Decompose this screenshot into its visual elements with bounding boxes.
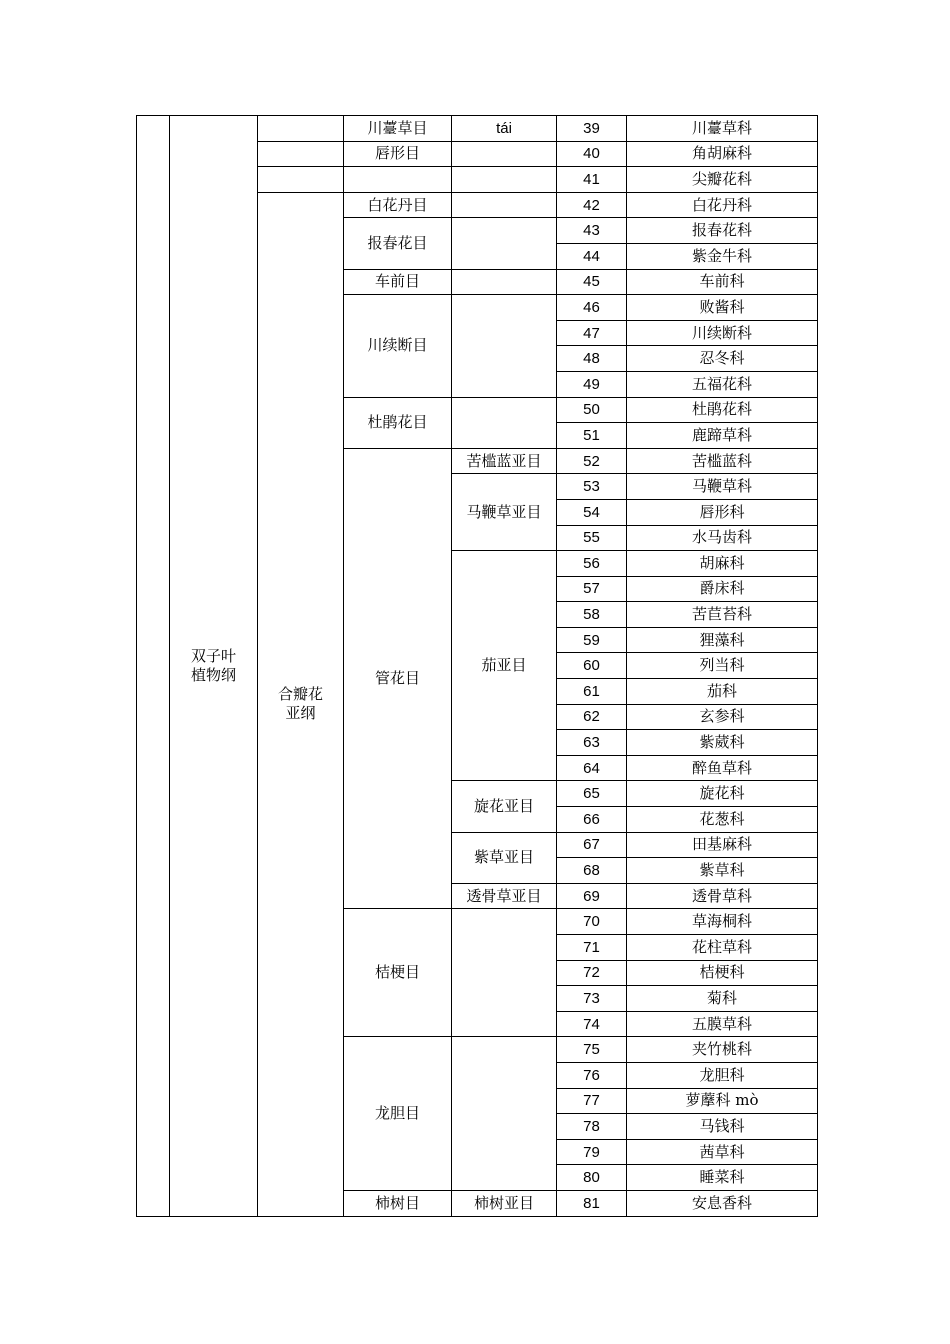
suborder-cell	[452, 141, 557, 167]
family-number: 72	[557, 960, 627, 986]
family-name: 花柱草科	[627, 935, 818, 961]
suborder-cell: tái	[452, 116, 557, 142]
family-name: 川薹草科	[627, 116, 818, 142]
family-name: 马钱科	[627, 1114, 818, 1140]
blank-col-cell	[137, 116, 170, 1217]
family-name: 报春花科	[627, 218, 818, 244]
order-cell	[344, 167, 452, 193]
family-number: 70	[557, 909, 627, 935]
family-name: 忍冬科	[627, 346, 818, 372]
family-number: 81	[557, 1190, 627, 1216]
family-name: 川续断科	[627, 320, 818, 346]
order-cell: 龙胆目	[344, 1037, 452, 1191]
order-cell: 杜鹃花目	[344, 397, 452, 448]
family-name: 草海桐科	[627, 909, 818, 935]
family-name: 醉鱼草科	[627, 755, 818, 781]
family-name: 五福花科	[627, 371, 818, 397]
order-cell: 管花目	[344, 448, 452, 909]
family-number: 61	[557, 679, 627, 705]
family-number: 69	[557, 883, 627, 909]
family-number: 73	[557, 986, 627, 1012]
family-number: 68	[557, 858, 627, 884]
family-number: 54	[557, 499, 627, 525]
suborder-cell	[452, 1037, 557, 1191]
family-number: 57	[557, 576, 627, 602]
family-name: 紫金牛科	[627, 243, 818, 269]
suborder-cell	[452, 192, 557, 218]
family-name: 五膜草科	[627, 1011, 818, 1037]
family-name: 紫草科	[627, 858, 818, 884]
family-name: 睡菜科	[627, 1165, 818, 1191]
suborder-cell	[452, 397, 557, 448]
family-number: 40	[557, 141, 627, 167]
order-cell: 桔梗目	[344, 909, 452, 1037]
suborder-cell: 苦槛蓝亚目	[452, 448, 557, 474]
taxonomy-table	[136, 115, 818, 1217]
family-name: 白花丹科	[627, 192, 818, 218]
family-number: 78	[557, 1114, 627, 1140]
family-number: 62	[557, 704, 627, 730]
family-name: 列当科	[627, 653, 818, 679]
family-name: 紫葳科	[627, 730, 818, 756]
order-cell: 白花丹目	[344, 192, 452, 218]
family-name: 尖瓣花科	[627, 167, 818, 193]
family-name: 鹿蹄草科	[627, 423, 818, 449]
class-cell: 双子叶 植物纲	[170, 116, 258, 1217]
family-number: 60	[557, 653, 627, 679]
family-number: 52	[557, 448, 627, 474]
family-number: 79	[557, 1139, 627, 1165]
suborder-cell: 紫草亚目	[452, 832, 557, 883]
family-number: 71	[557, 935, 627, 961]
family-number: 39	[557, 116, 627, 142]
family-name: 苦槛蓝科	[627, 448, 818, 474]
family-number: 74	[557, 1011, 627, 1037]
family-name: 龙胆科	[627, 1062, 818, 1088]
family-number: 76	[557, 1062, 627, 1088]
family-number: 66	[557, 807, 627, 833]
suborder-cell: 透骨草亚目	[452, 883, 557, 909]
suborder-cell: 茄亚目	[452, 551, 557, 781]
family-number: 55	[557, 525, 627, 551]
order-cell: 川续断目	[344, 295, 452, 397]
family-name: 杜鹃花科	[627, 397, 818, 423]
family-name: 花葱科	[627, 807, 818, 833]
family-number: 64	[557, 755, 627, 781]
suborder-cell	[452, 269, 557, 295]
family-number: 50	[557, 397, 627, 423]
family-name: 茜草科	[627, 1139, 818, 1165]
subclass-cell: 合瓣花 亚纲	[258, 192, 344, 1216]
family-name: 胡麻科	[627, 551, 818, 577]
family-number: 44	[557, 243, 627, 269]
order-cell: 柿树目	[344, 1190, 452, 1216]
family-name: 安息香科	[627, 1190, 818, 1216]
suborder-cell: 旋花亚目	[452, 781, 557, 832]
subclass-cell	[258, 116, 344, 142]
family-number: 59	[557, 627, 627, 653]
suborder-cell: 马鞭草亚目	[452, 474, 557, 551]
family-number: 51	[557, 423, 627, 449]
order-cell: 唇形目	[344, 141, 452, 167]
family-number: 65	[557, 781, 627, 807]
family-name: 茄科	[627, 679, 818, 705]
family-number: 63	[557, 730, 627, 756]
family-name: 菊科	[627, 986, 818, 1012]
family-name: 桔梗科	[627, 960, 818, 986]
family-name: 田基麻科	[627, 832, 818, 858]
order-cell: 川薹草目	[344, 116, 452, 142]
family-number: 80	[557, 1165, 627, 1191]
family-number: 43	[557, 218, 627, 244]
table-row	[137, 116, 818, 142]
family-number: 41	[557, 167, 627, 193]
family-name: 水马齿科	[627, 525, 818, 551]
family-name: 角胡麻科	[627, 141, 818, 167]
subclass-cell	[258, 141, 344, 167]
order-cell: 报春花目	[344, 218, 452, 269]
family-number: 47	[557, 320, 627, 346]
order-cell: 车前目	[344, 269, 452, 295]
suborder-cell	[452, 909, 557, 1037]
family-name: 狸藻科	[627, 627, 818, 653]
family-name: 败酱科	[627, 295, 818, 321]
suborder-cell	[452, 295, 557, 397]
family-name: 车前科	[627, 269, 818, 295]
family-name: 萝藦科 mò	[627, 1088, 818, 1114]
family-name: 马鞭草科	[627, 474, 818, 500]
family-name: 爵床科	[627, 576, 818, 602]
family-name: 唇形科	[627, 499, 818, 525]
family-number: 46	[557, 295, 627, 321]
suborder-cell	[452, 167, 557, 193]
family-number: 56	[557, 551, 627, 577]
family-number: 75	[557, 1037, 627, 1063]
family-number: 67	[557, 832, 627, 858]
family-number: 53	[557, 474, 627, 500]
family-name: 玄参科	[627, 704, 818, 730]
family-number: 77	[557, 1088, 627, 1114]
family-number: 45	[557, 269, 627, 295]
family-name: 夹竹桃科	[627, 1037, 818, 1063]
suborder-cell: 柿树亚目	[452, 1190, 557, 1216]
family-number: 48	[557, 346, 627, 372]
subclass-cell	[258, 167, 344, 193]
family-number: 42	[557, 192, 627, 218]
family-name: 旋花科	[627, 781, 818, 807]
family-name: 苦苣苔科	[627, 602, 818, 628]
family-number: 58	[557, 602, 627, 628]
family-name: 透骨草科	[627, 883, 818, 909]
family-number: 49	[557, 371, 627, 397]
suborder-cell	[452, 218, 557, 269]
